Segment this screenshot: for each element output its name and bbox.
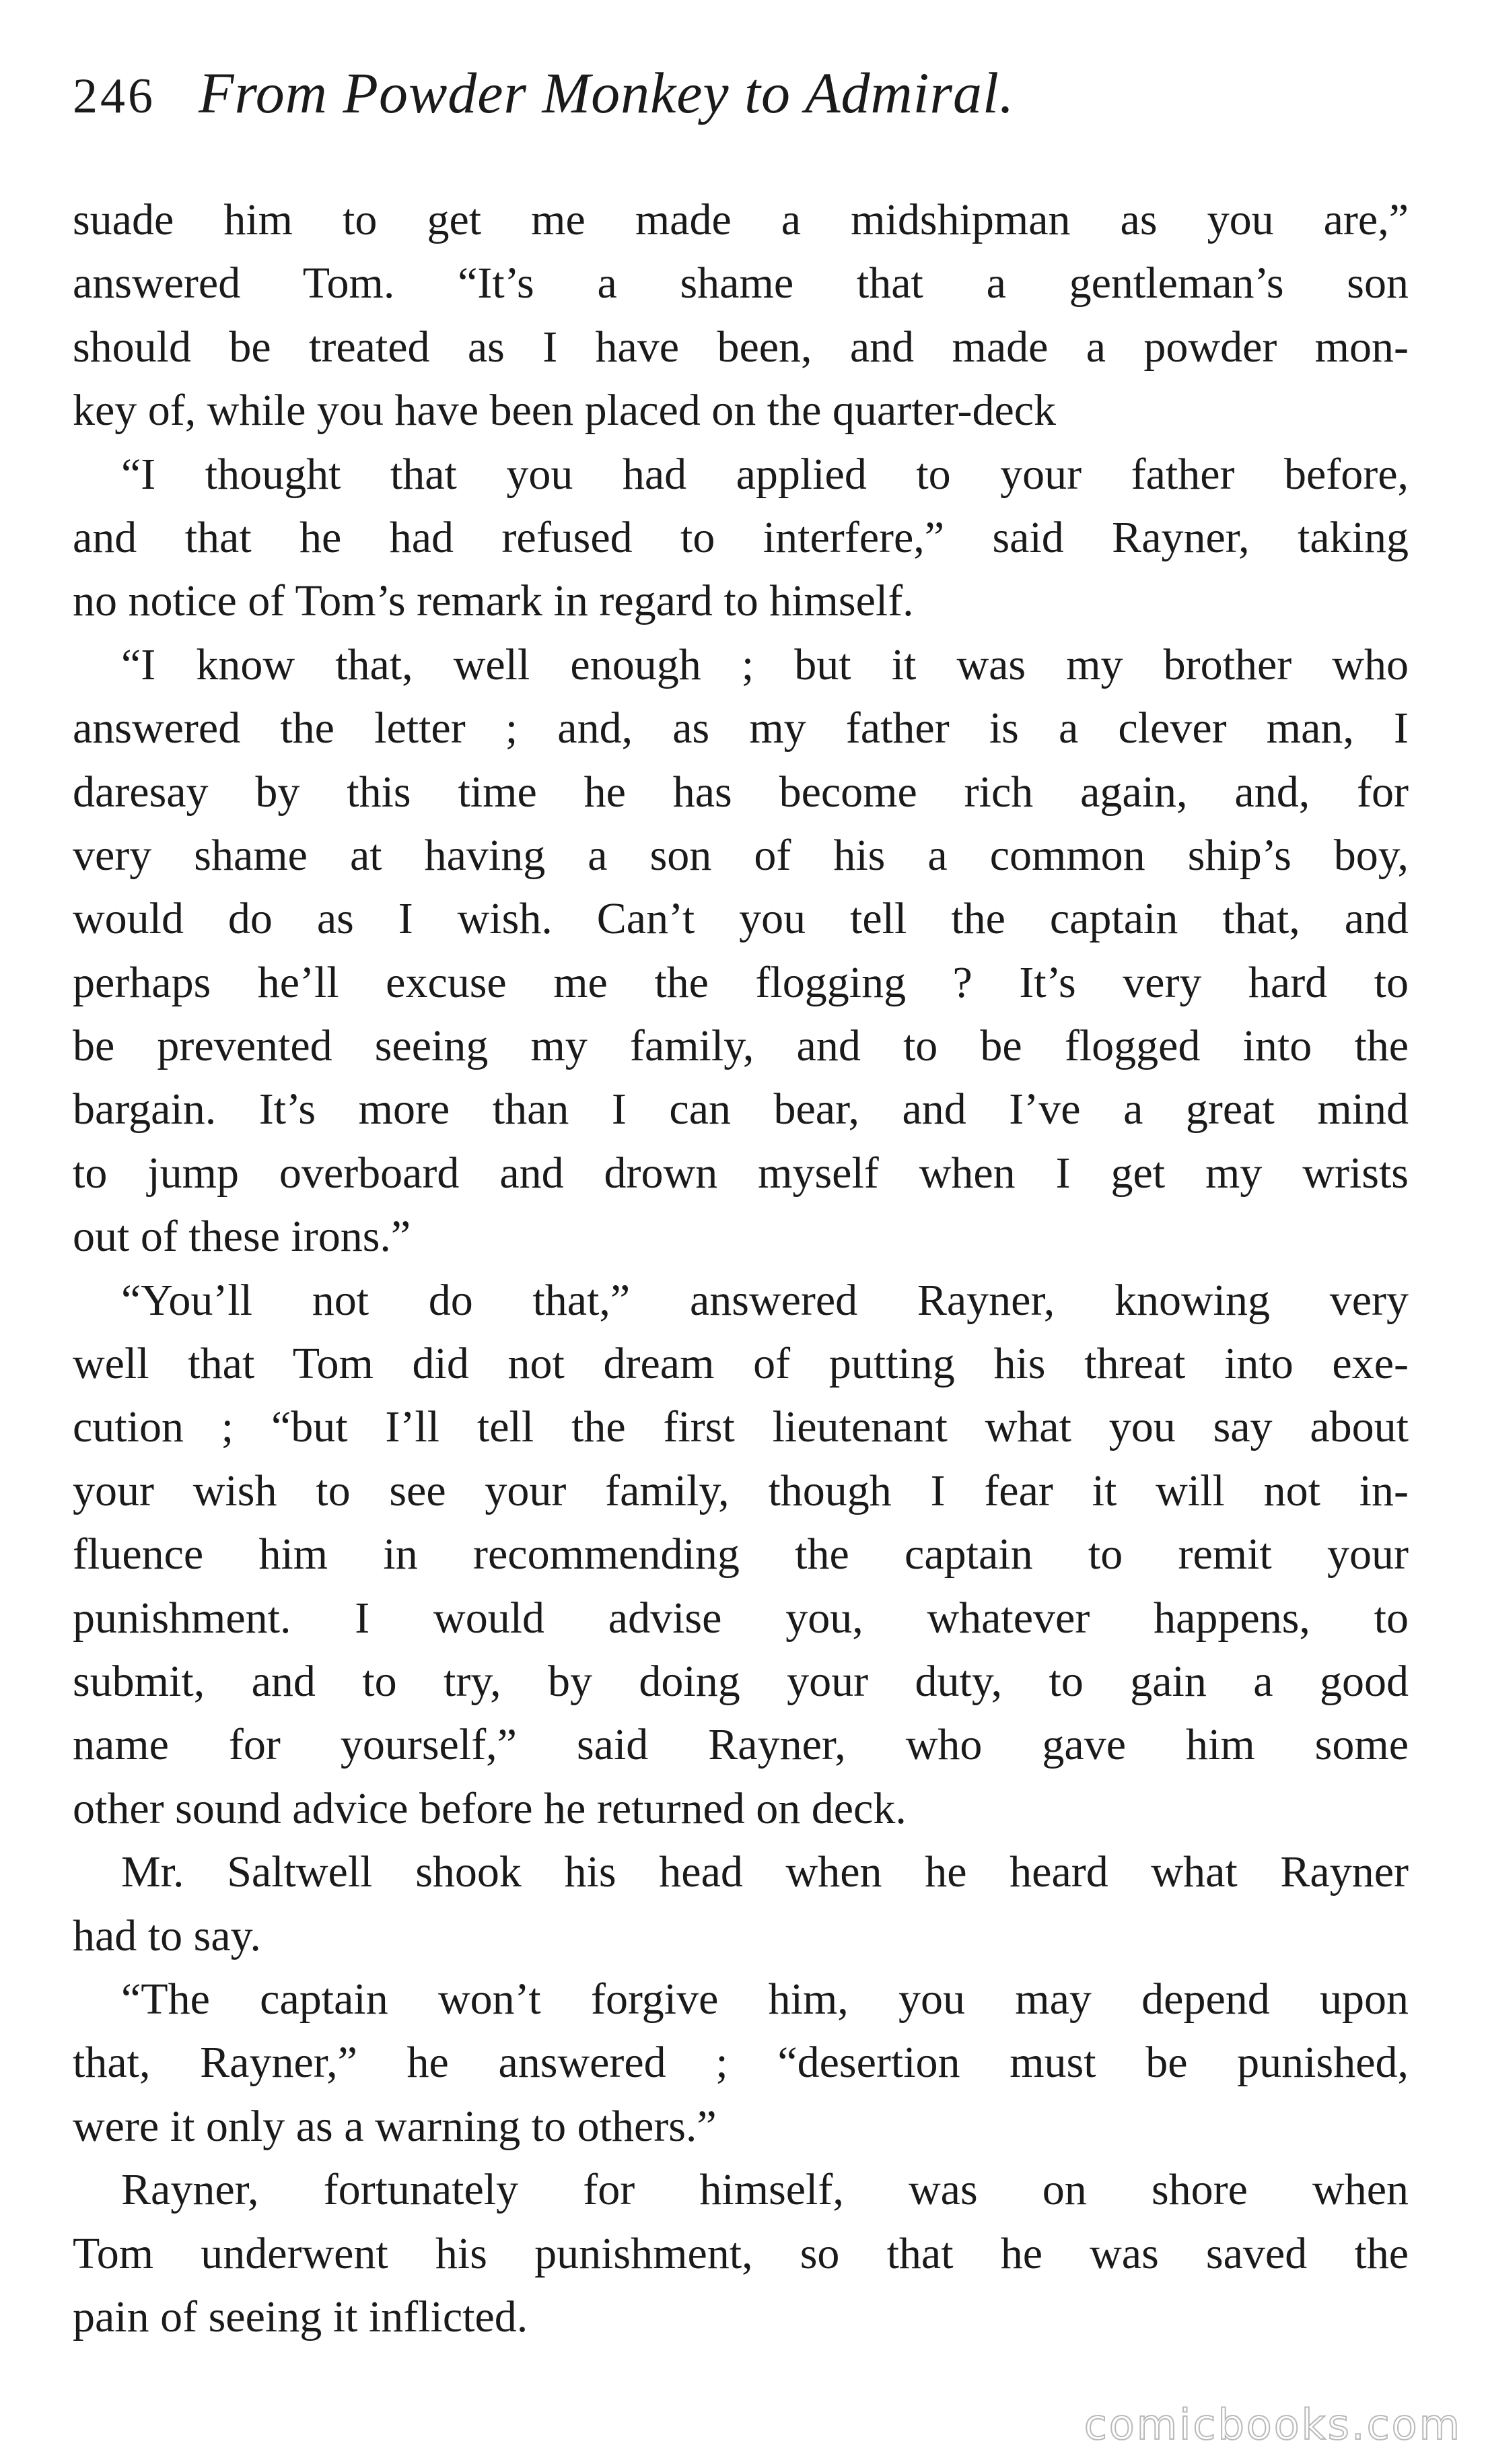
text-line: daresay by this time he has become rich again, and, for <box>73 767 1409 817</box>
text-line: answered the letter ; and, as my father is a clever man, I <box>73 704 1409 753</box>
text-line: to jump overboard and drown myself when I get my wrists <box>73 1148 1409 1198</box>
text-line: be prevented seeing my family, and to be flogged into the <box>73 1021 1409 1071</box>
text-line: Mr. Saltwell shook his head when he heard what Rayner <box>121 1847 1409 1897</box>
text-line: submit, and to try, by doing your duty, to gain a good <box>73 1656 1409 1706</box>
text-line: well that Tom did not dream of putting his threat into exe- <box>73 1339 1409 1389</box>
watermark: comicbooks.com <box>1084 2400 1462 2449</box>
text-line: no notice of Tom’s remark in regard to himself. <box>73 576 914 626</box>
page-number: 246 <box>73 69 155 124</box>
text-line: out of these irons.” <box>73 1212 411 1262</box>
paragraph <box>73 189 1409 443</box>
text-line: should be treated as I have been, and made a powder mon- <box>73 322 1409 372</box>
text-line: pain of seeing it inflicted. <box>73 2292 528 2341</box>
paragraph <box>73 443 1409 634</box>
book-title: From Powder Monkey to Admiral. <box>199 61 1015 125</box>
text-line: fluence him in recommending the captain to remit your <box>73 1530 1409 1579</box>
text-line: “You’ll not do that,” answered Rayner, knowing very <box>121 1275 1409 1325</box>
paragraph <box>73 1968 1409 2158</box>
paragraph <box>73 2158 1409 2349</box>
paragraph <box>73 1269 1409 1841</box>
text-line: other sound advice before he returned on deck. <box>73 1783 907 1833</box>
text-line: and that he had refused to interfere,” said Rayner, taking <box>73 512 1409 562</box>
text-line: that, Rayner,” he answered ; “desertion must be punished, <box>73 2038 1409 2088</box>
text-line: name for yourself,” said Rayner, who gave him some <box>73 1720 1409 1770</box>
body-text <box>73 189 1409 2349</box>
text-line: bargain. It’s more than I can bear, and I’ve a great mind <box>73 1085 1409 1134</box>
text-line: had to say. <box>73 1911 261 1960</box>
paragraph <box>73 634 1409 1269</box>
text-line: “I know that, well enough ; but it was my brother who <box>121 640 1409 689</box>
text-line: answered Tom. “It’s a shame that a gentleman’s son <box>73 259 1409 308</box>
text-line: your wish to see your family, though I fear it will not in- <box>73 1466 1409 1515</box>
text-line: very shame at having a son of his a common ship’s boy, <box>73 830 1409 880</box>
text-line: suade him to get me made a midshipman as you are,” <box>73 195 1409 244</box>
text-line: Tom underwent his punishment, so that he was saved the <box>73 2228 1409 2278</box>
text-line: “I thought that you had applied to your father before, <box>121 449 1409 499</box>
text-line: “The captain won’t forgive him, you may depend upon <box>121 1974 1409 2024</box>
text-line: key of, while you have been placed on the quarter-deck <box>73 386 1057 436</box>
paragraph <box>73 1841 1409 1968</box>
text-line: punishment. I would advise you, whatever happens, to <box>73 1593 1409 1643</box>
text-line: Rayner, fortunately for himself, was on shore when <box>121 2165 1409 2215</box>
text-line: perhaps he’ll excuse me the flogging ? It’s very hard to <box>73 957 1409 1007</box>
running-head <box>73 59 1014 140</box>
text-line: would do as I wish. Can’t you tell the captain that, and <box>73 894 1409 944</box>
text-line: were it only as a warning to others.” <box>73 2101 717 2151</box>
text-line: cution ; “but I’ll tell the first lieutenant what you say about <box>73 1402 1409 1452</box>
